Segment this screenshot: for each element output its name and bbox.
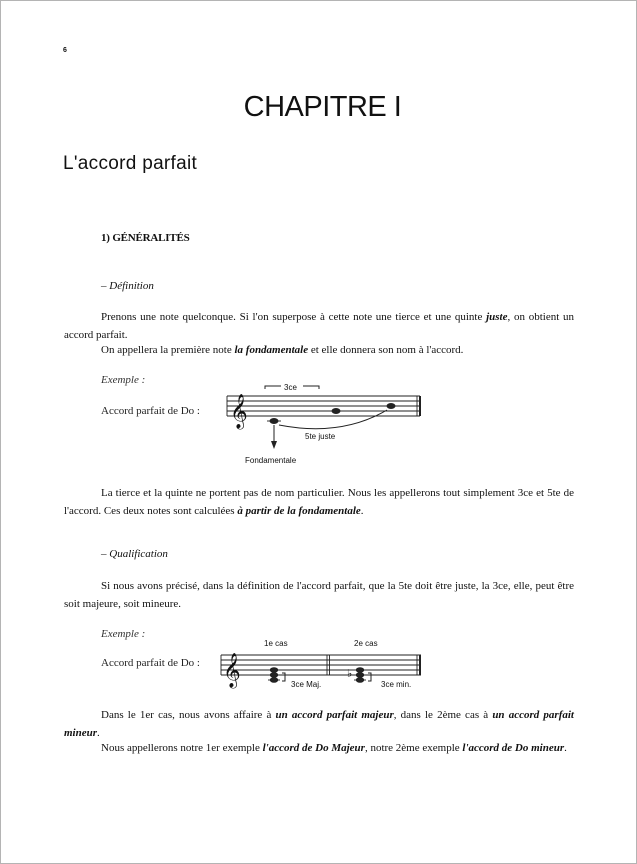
minor-third-annotation: 3ce min. — [381, 680, 412, 689]
example-label-2: Exemple : — [101, 628, 146, 640]
definition-paragraph-2 — [64, 341, 574, 359]
definition-paragraph-3 — [64, 484, 574, 520]
text-run: Prenons une note quelconque. Si l'on superpose à cette note une tierce et une quinte — [101, 311, 487, 323]
emphasis-text: la fondamentale — [234, 344, 309, 356]
example-text-1: Accord parfait de Do : — [101, 405, 200, 417]
text-run: , dans le 2ème cas à — [393, 709, 493, 721]
flat-icon: ♭ — [347, 668, 353, 680]
emphasis-text: juste — [486, 311, 508, 323]
definition-heading: – Définition — [101, 280, 154, 292]
text-run: . — [97, 727, 100, 739]
note-third — [332, 408, 341, 414]
example-label-1: Exemple : — [101, 374, 146, 386]
example-text-2: Accord parfait de Do : — [101, 657, 200, 669]
text-run: On appellera la première note — [101, 344, 235, 356]
emphasis-text: l'accord de Do Majeur — [262, 742, 365, 754]
text-run: Dans le 1er cas, nous avons affaire à — [101, 709, 276, 721]
text-run: et elle donnera son nom à l'accord. — [308, 344, 464, 356]
chapter-subtitle: L'accord parfait — [63, 153, 198, 174]
text-run: , on obtient un accord parfait. — [64, 311, 574, 341]
qualification-heading: – Qualification — [101, 548, 168, 560]
case-1-label: 1e cas — [264, 639, 288, 648]
arrow-down-icon — [271, 441, 277, 449]
text-run: . — [564, 742, 567, 754]
chapter-title: CHAPITRE I — [243, 91, 402, 123]
text-run: Nous appellerons notre 1er exemple — [101, 742, 263, 754]
qualification-paragraph-3 — [64, 739, 574, 757]
qualification-paragraph-1: Si nous avons précisé, dans la définition de l'accord parfait, que la 5te doit être juste, la 3ce, elle, peut être soit majeure, soit mineure. — [64, 580, 574, 610]
qualification-paragraph-2 — [64, 706, 574, 742]
fifth-interval-label: 5te juste — [305, 432, 336, 441]
music-figure-root-position — [211, 379, 431, 469]
case-2-label: 2e cas — [354, 639, 378, 648]
text-run: La tierce et la quinte ne portent pas de nom particulier. Nous les appellerons tout simplement 3ce et 5te de l'accord. Ces deux notes sont calculées — [64, 487, 574, 517]
emphasis-text: un accord parfait majeur — [275, 709, 394, 721]
text-run: . — [360, 505, 364, 517]
page-number: 6 — [63, 47, 67, 54]
emphasis-text: un accord parfait mineur — [64, 709, 574, 739]
section-heading: 1) GÉNÉRALITÉS — [101, 232, 190, 244]
definition-paragraph-1 — [64, 308, 574, 344]
note-fifth — [387, 403, 396, 409]
emphasis-text: l'accord de Do mineur — [462, 742, 565, 754]
music-figure-major-minor — [211, 633, 431, 693]
third-interval-label: 3ce — [284, 383, 297, 392]
root-label: Fondamentale — [245, 456, 297, 465]
treble-clef-icon: 𝄞 — [223, 654, 241, 687]
major-third-annotation: 3ce Maj. — [291, 680, 322, 689]
treble-clef-icon: 𝄞 — [230, 395, 248, 428]
emphasis-text: à partir de la fondamentale — [237, 505, 361, 517]
staff-lines — [221, 655, 421, 675]
text-run: , notre 2ème exemple — [364, 742, 463, 754]
